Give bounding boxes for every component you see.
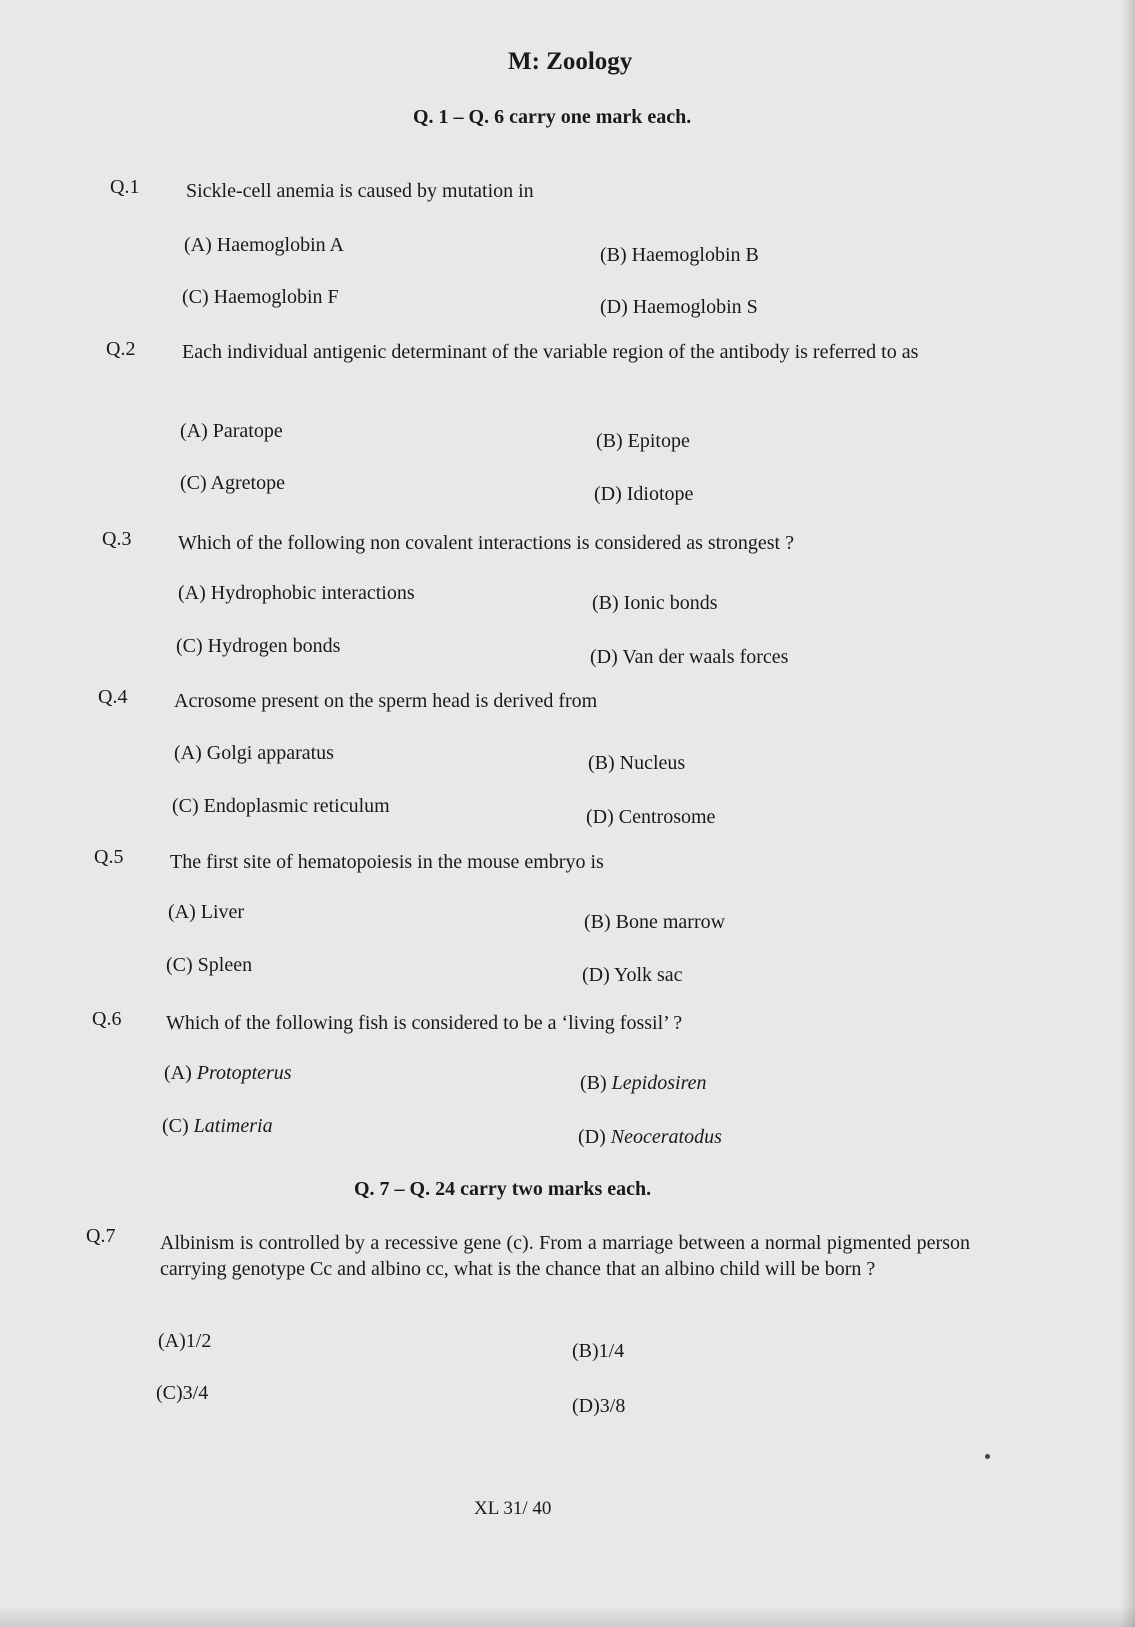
- option-c: (C) Spleen: [166, 954, 253, 976]
- option-d: (D) Yolk sac: [582, 964, 683, 986]
- option-a: (A)1/2: [158, 1330, 212, 1352]
- option-c: (C) Endoplasmic reticulum: [172, 795, 390, 817]
- option-a: (A) Paratope: [180, 420, 283, 442]
- option-b-prefix: (B): [580, 1072, 612, 1094]
- option-b: (B)1/4: [572, 1340, 625, 1362]
- question-number: Q.4: [98, 686, 128, 708]
- question-text: Each individual antigenic determinant of the variable region of the antibody is referred to as: [182, 341, 919, 363]
- option-c-prefix: (C): [162, 1115, 194, 1137]
- scan-bottom-shadow: [0, 1605, 1135, 1627]
- question-number: Q.1: [110, 176, 140, 198]
- option-b: (B) Ionic bonds: [592, 592, 718, 614]
- option-b-species: Lepidosiren: [611, 1072, 707, 1094]
- option-d-species: Neoceratodus: [610, 1126, 722, 1148]
- question-text: Which of the following non covalent interactions is considered as strongest ?: [178, 532, 794, 554]
- marks-instruction-1: Q. 1 – Q. 6 carry one mark each.: [413, 106, 692, 128]
- option-b: [580, 1072, 707, 1095]
- question-number: Q.2: [106, 338, 136, 360]
- option-d: [578, 1126, 722, 1149]
- option-d: (D) Van der waals forces: [590, 646, 789, 668]
- option-c: (C) Hydrogen bonds: [176, 635, 341, 657]
- option-c: [162, 1115, 273, 1138]
- option-c: (C) Agretope: [180, 472, 285, 494]
- question-text: Which of the following fish is considered to be a ‘living fossil’ ?: [166, 1012, 683, 1034]
- option-b: (B) Epitope: [596, 430, 690, 452]
- option-a: (A) Golgi apparatus: [174, 742, 334, 764]
- option-b: (B) Bone marrow: [584, 911, 726, 933]
- question-number: Q.7: [86, 1225, 116, 1247]
- page-number: XL 31/ 40: [474, 1498, 552, 1519]
- question-number: Q.5: [94, 846, 124, 868]
- section-title: M: Zoology: [508, 48, 633, 75]
- option-d: (D) Haemoglobin S: [600, 296, 758, 318]
- option-a: [164, 1062, 292, 1085]
- question-number: Q.6: [92, 1008, 122, 1030]
- option-d: (D) Idiotope: [594, 483, 694, 505]
- question-number: Q.3: [102, 528, 132, 550]
- option-b: (B) Nucleus: [588, 752, 686, 774]
- option-a: (A) Hydrophobic interactions: [178, 582, 415, 604]
- option-c: (C)3/4: [156, 1382, 209, 1404]
- speck-mark: [985, 1454, 990, 1459]
- option-a-prefix: (A): [164, 1062, 197, 1084]
- option-d: (D)3/8: [572, 1395, 626, 1417]
- option-a: (A) Haemoglobin A: [184, 234, 344, 256]
- option-a-species: Protopterus: [196, 1062, 292, 1084]
- scan-edge-shadow: [1121, 0, 1135, 1627]
- question-text: The first site of hematopoiesis in the mouse embryo is: [170, 851, 604, 873]
- marks-instruction-2: Q. 7 – Q. 24 carry two marks each.: [354, 1178, 652, 1200]
- option-b: (B) Haemoglobin B: [600, 244, 759, 266]
- option-a: (A) Liver: [168, 901, 245, 923]
- option-c: (C) Haemoglobin F: [182, 286, 339, 308]
- option-d-prefix: (D): [578, 1126, 611, 1148]
- option-c-species: Latimeria: [193, 1115, 273, 1137]
- question-text: Sickle-cell anemia is caused by mutation in: [186, 180, 534, 202]
- option-d: (D) Centrosome: [586, 806, 716, 828]
- question-text: Albinism is controlled by a recessive gene (c). From a marriage between a normal pigmented person carrying genotype Cc and albino cc, what is the chance that an albino child will be born ?: [160, 1232, 970, 1280]
- question-text: Acrosome present on the sperm head is derived from: [174, 690, 598, 712]
